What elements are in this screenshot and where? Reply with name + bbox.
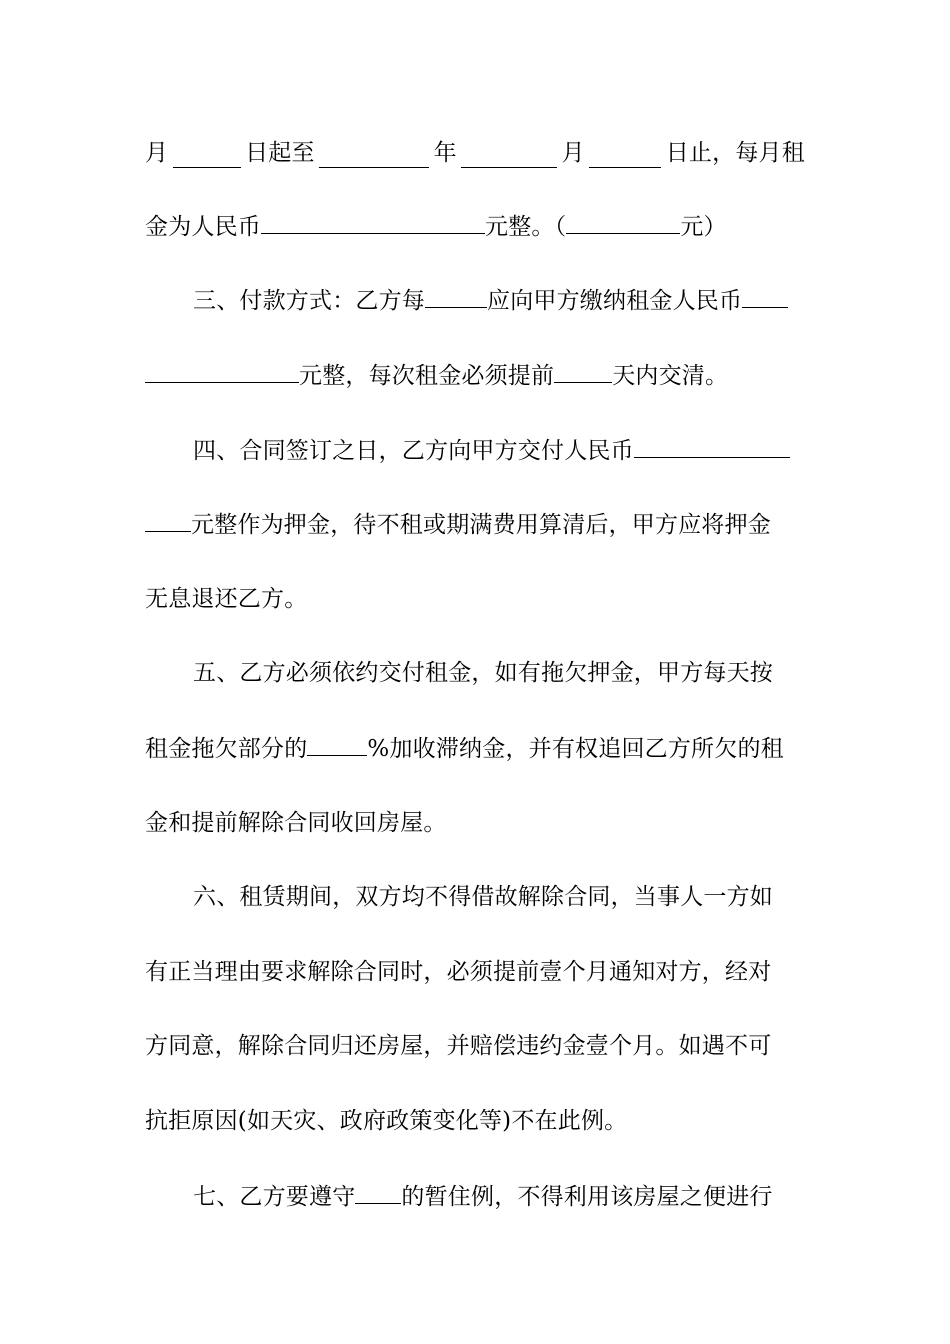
text-line: 抗拒原因(如天灾、政府政策变化等)不在此例。 bbox=[145, 1108, 628, 1134]
text-line: 六、租赁期间，双方均不得借故解除合同，当事人一方如 bbox=[193, 884, 773, 910]
fill-blank[interactable] bbox=[145, 509, 191, 532]
fill-blank[interactable] bbox=[355, 1181, 401, 1204]
text-line: 无息退还乙方。 bbox=[145, 586, 308, 612]
text-segment: 应向甲方缴纳租金人民币 bbox=[487, 288, 743, 314]
fill-blank[interactable] bbox=[589, 145, 661, 168]
text-line bbox=[145, 509, 805, 539]
text-line bbox=[145, 138, 805, 168]
fill-blank[interactable] bbox=[307, 733, 367, 756]
text-segment: 元整，每次租金必须提前 bbox=[299, 363, 555, 389]
fill-blank[interactable] bbox=[319, 145, 429, 168]
text-line bbox=[193, 435, 805, 465]
text-line bbox=[193, 285, 805, 315]
text-segment: %加收滞纳金，并有权追回乙方所欠的租 bbox=[367, 736, 784, 762]
text-segment: 金为人民币 bbox=[145, 214, 261, 240]
text-segment: 三、付款方式：乙方每 bbox=[193, 288, 425, 314]
text-segment: 七、乙方要遵守 bbox=[193, 1184, 356, 1210]
fill-blank[interactable] bbox=[173, 145, 241, 168]
text-line bbox=[145, 211, 805, 241]
text-segment: 天内交清。 bbox=[612, 363, 729, 389]
fill-blank[interactable] bbox=[261, 211, 485, 234]
fill-blank[interactable] bbox=[461, 145, 557, 168]
text-segment: 日起至 bbox=[245, 140, 315, 166]
fill-blank[interactable] bbox=[634, 435, 790, 458]
text-segment: 月 bbox=[145, 140, 169, 166]
text-segment: 租金拖欠部分的 bbox=[145, 736, 308, 762]
text-line: 五、乙方必须依约交付租金，如有拖欠押金，甲方每天按 bbox=[193, 660, 773, 686]
text-segment: 四、合同签订之日，乙方向甲方交付人民币 bbox=[193, 438, 634, 464]
text-line bbox=[193, 1181, 805, 1211]
text-segment: 年 bbox=[433, 140, 457, 166]
text-line bbox=[145, 733, 805, 763]
text-segment: 元整。（ bbox=[485, 214, 567, 240]
text-segment: 元） bbox=[680, 214, 727, 240]
text-line: 有正当理由要求解除合同时，必须提前壹个月通知对方，经对 bbox=[145, 959, 772, 985]
text-segment: 月 bbox=[561, 140, 585, 166]
text-line: 方同意，解除合同归还房屋，并赔偿违约金壹个月。如遇不可 bbox=[145, 1033, 772, 1059]
fill-blank[interactable] bbox=[145, 360, 299, 383]
fill-blank[interactable] bbox=[425, 285, 487, 308]
text-segment: 元整作为押金，待不租或期满费用算清后，甲方应将押金 bbox=[191, 512, 771, 538]
fill-blank[interactable] bbox=[554, 360, 612, 383]
text-segment: 的暂住例，不得利用该房屋之便进行 bbox=[401, 1184, 773, 1210]
fill-blank[interactable] bbox=[742, 285, 788, 308]
text-line: 金和提前解除合同收回房屋。 bbox=[145, 810, 447, 836]
fill-blank[interactable] bbox=[566, 211, 680, 234]
text-segment: 日止，每月租 bbox=[665, 140, 805, 166]
text-line bbox=[145, 360, 805, 390]
